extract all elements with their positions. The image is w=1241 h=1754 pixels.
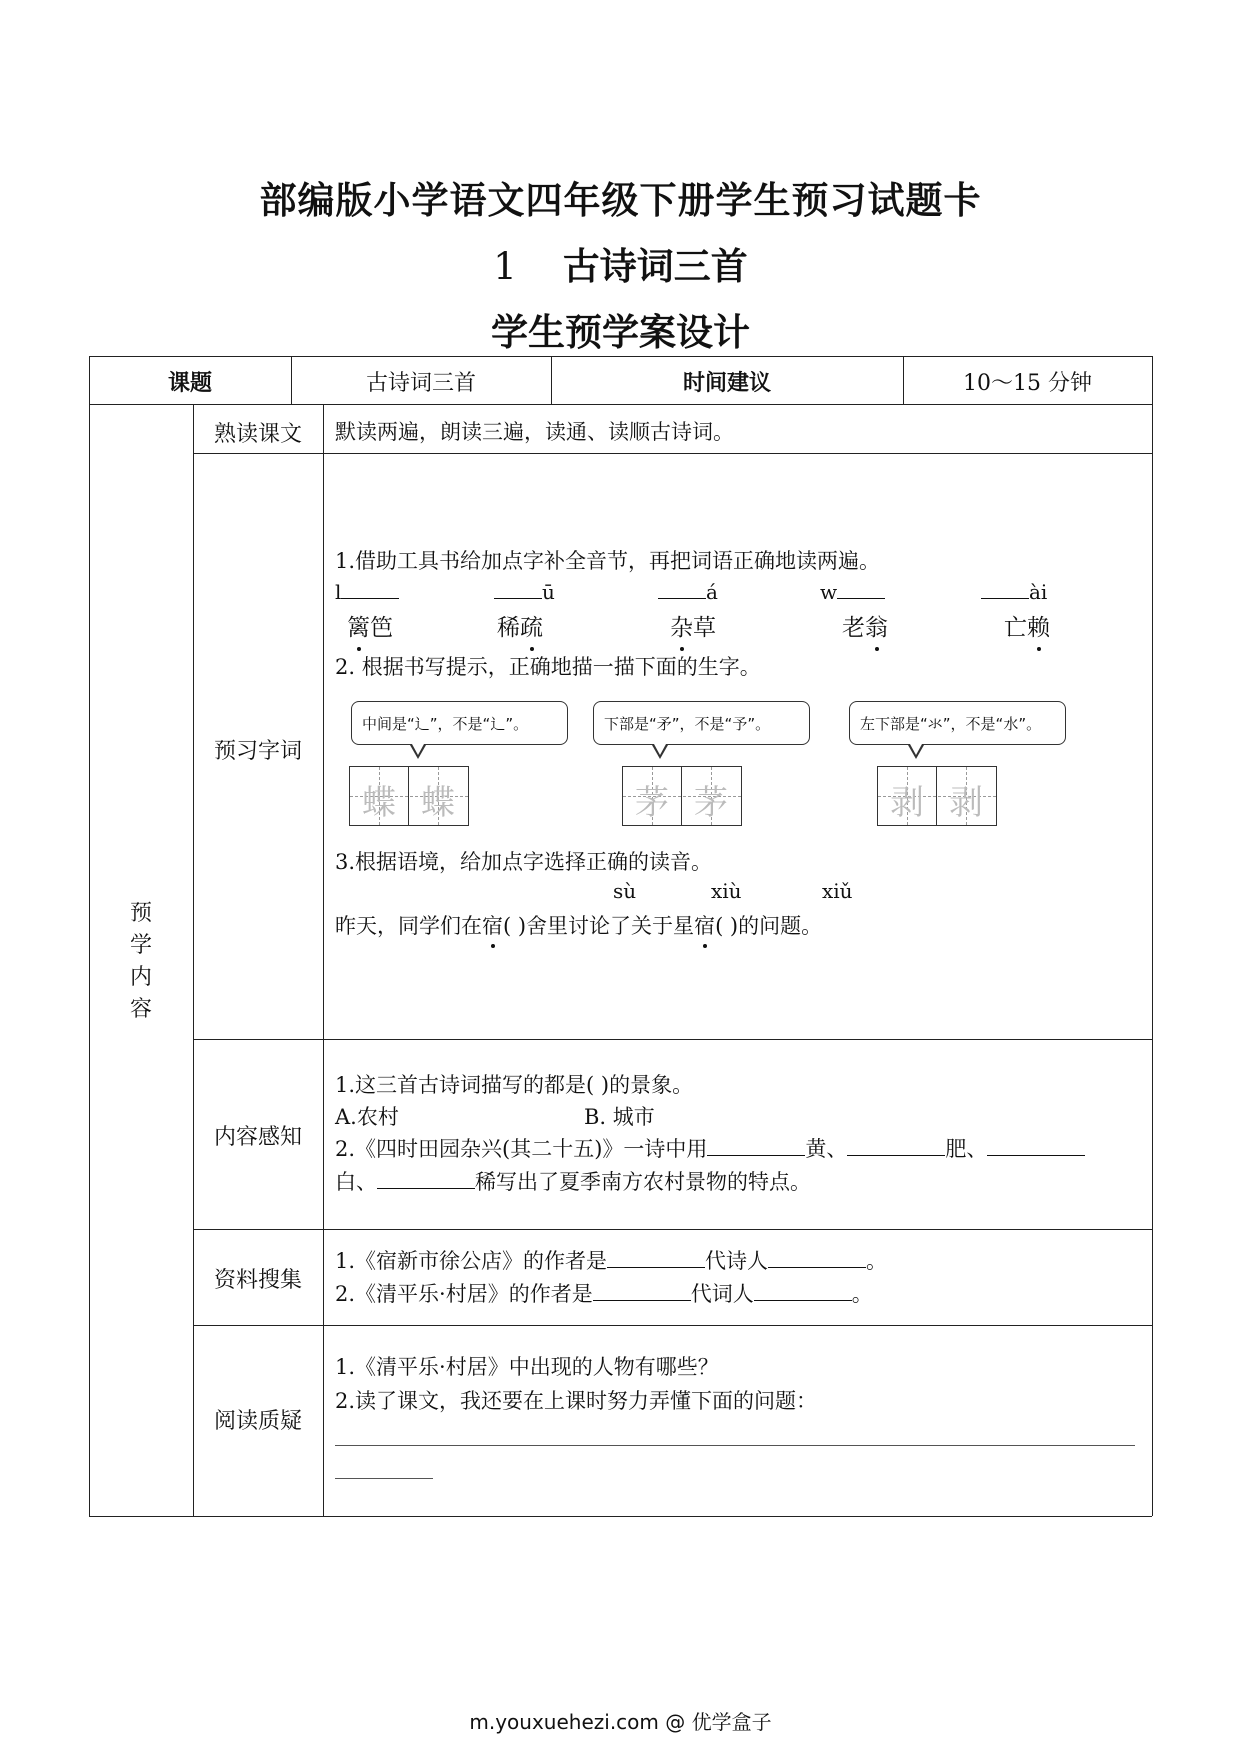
preview-q3: 3.根据语境，给加点字选择正确的读音。 xyxy=(335,850,713,874)
tip-bubble: 下部是“矛”，不是“予”。 xyxy=(593,701,810,745)
word-char: 亡 xyxy=(1004,615,1027,641)
side-label xyxy=(121,898,161,1026)
category-question: 阅读质疑 xyxy=(213,1409,302,1434)
category-preview: 预习字词 xyxy=(213,739,302,764)
preview-q1: 1.借助工具书给加点字补全音节，再把词语正确地读两遍。 xyxy=(335,549,881,573)
tracing-grid[interactable] xyxy=(349,766,469,826)
q-text: 代诗人 xyxy=(705,1249,769,1273)
answer-line[interactable] xyxy=(335,1445,1135,1446)
reading-option[interactable]: xiù xyxy=(711,879,742,903)
pinyin-hint xyxy=(981,580,1047,604)
q-text: 黄、 xyxy=(805,1137,848,1161)
table-line xyxy=(193,404,194,1516)
vocab-word xyxy=(1004,609,1050,642)
answer-blank[interactable] xyxy=(847,1137,945,1156)
dotted-char: 翁 xyxy=(865,615,888,641)
pinyin-hint xyxy=(494,580,555,604)
dotted-char: 宿 xyxy=(482,914,503,938)
trace-char: 茅 xyxy=(635,783,669,823)
preview-q3-sentence xyxy=(335,910,822,940)
dotted-char: 宿 xyxy=(694,914,716,938)
word-char: 稀 xyxy=(497,615,520,641)
tracing-grid[interactable] xyxy=(622,766,742,826)
word-char: 老 xyxy=(842,615,865,641)
pinyin-text: ài xyxy=(1029,580,1048,604)
bubble-tail xyxy=(652,745,668,759)
perceive-q1: 1.这三首古诗词描写的都是( )的景象。 xyxy=(335,1073,694,1097)
page-title: 部编版小学语文四年级下册学生预习试题卡 xyxy=(259,179,982,222)
q-text: 肥、 xyxy=(945,1137,988,1161)
answer-blank[interactable] xyxy=(754,1282,852,1301)
table-line xyxy=(89,404,1152,405)
lesson-number: 1 xyxy=(493,245,517,288)
table-line xyxy=(89,356,90,1516)
answer-blank[interactable] xyxy=(987,1137,1085,1156)
footer-watermark: m.youxuehezi.com @ 优学盒子 xyxy=(469,1710,772,1734)
table-line xyxy=(193,1229,1152,1230)
vocab-word xyxy=(842,609,888,642)
perceive-q2-line2 xyxy=(335,1166,811,1196)
answer-blank[interactable] xyxy=(607,1249,705,1268)
sentence-text: 昨天，同学们在 xyxy=(335,914,482,938)
time-label: 时间建议 xyxy=(682,371,771,396)
table-line xyxy=(1152,356,1153,1516)
research-line2 xyxy=(335,1278,873,1308)
table-line xyxy=(193,1039,1152,1040)
tip-bubble: 中间是“辶”，不是“辶”。 xyxy=(351,701,568,745)
q-text: 2.《清平乐·村居》的作者是 xyxy=(335,1282,593,1306)
question-q1: 1.《清平乐·村居》中出现的人物有哪些？ xyxy=(335,1355,719,1379)
reading-option[interactable]: sù xyxy=(613,879,637,903)
page-subtitle: 学生预学案设计 xyxy=(491,311,750,354)
pinyin-text: w xyxy=(820,580,838,604)
answer-blank[interactable] xyxy=(593,1282,691,1301)
side-char: 容 xyxy=(129,997,152,1022)
pinyin-text: ū xyxy=(542,580,555,604)
research-line1 xyxy=(335,1245,887,1275)
q-text: 。 xyxy=(851,1282,873,1306)
q-text: 白、 xyxy=(335,1170,377,1194)
dotted-char: 赖 xyxy=(1027,615,1050,641)
table-line xyxy=(89,1516,1152,1517)
category-research: 资料搜集 xyxy=(213,1268,302,1293)
table-line xyxy=(193,453,1152,454)
pinyin-hint xyxy=(820,580,885,604)
vocab-word xyxy=(497,609,543,642)
sentence-text: ( )的问题。 xyxy=(715,914,823,938)
answer-blank[interactable] xyxy=(707,1137,805,1156)
answer-blank[interactable] xyxy=(768,1249,866,1268)
q-text: 2.《四时田园杂兴(其二十五)》一诗中用 xyxy=(335,1137,708,1161)
sentence-text: ( )舍里讨论了关于星 xyxy=(503,914,695,938)
dotted-char: 杂 xyxy=(670,615,693,641)
trace-char: 剥 xyxy=(890,783,924,823)
answer-blank[interactable] xyxy=(658,580,706,599)
q-text: 。 xyxy=(866,1249,888,1273)
answer-line[interactable] xyxy=(335,1478,433,1479)
side-char: 学 xyxy=(129,933,152,958)
topic-label: 课题 xyxy=(167,371,212,396)
pinyin-hint xyxy=(658,580,718,604)
q-text: 代词人 xyxy=(690,1282,754,1306)
dotted-char: 疏 xyxy=(520,615,543,641)
word-char: 草 xyxy=(693,615,716,641)
bubble-tail xyxy=(410,745,426,759)
table-line xyxy=(89,356,1152,357)
answer-blank[interactable] xyxy=(494,580,542,599)
trace-char: 蝶 xyxy=(362,783,396,823)
answer-blank[interactable] xyxy=(341,580,399,599)
q-text: 1.《宿新市徐公店》的作者是 xyxy=(335,1249,608,1273)
answer-blank[interactable] xyxy=(837,580,885,599)
dotted-char: 篱 xyxy=(347,615,370,641)
option-b[interactable]: B. 城市 xyxy=(584,1105,655,1129)
vocab-word xyxy=(670,609,716,642)
trace-char: 剥 xyxy=(949,783,983,823)
answer-blank[interactable] xyxy=(981,580,1029,599)
trace-char: 茅 xyxy=(694,783,728,823)
question-q2: 2.读了课文，我还要在上课时努力弄懂下面的问题： xyxy=(335,1389,818,1413)
table-line xyxy=(193,1325,1152,1326)
preview-q2: 2. 根据书写提示，正确地描一描下面的生字。 xyxy=(335,655,761,679)
side-char: 预 xyxy=(129,901,152,926)
answer-blank[interactable] xyxy=(377,1170,475,1189)
tip-bubble: 左下部是“氺”，不是“水”。 xyxy=(849,701,1066,745)
reading-option[interactable]: xiǔ xyxy=(822,879,853,903)
q-text: 稀写出了夏季南方农村景物的特点。 xyxy=(475,1170,811,1194)
bubble-tail xyxy=(908,745,924,759)
word-char: 笆 xyxy=(370,615,393,641)
category-read: 熟读课文 xyxy=(213,422,302,447)
side-char: 内 xyxy=(129,965,152,990)
time-value: 10～15 分钟 xyxy=(963,371,1092,396)
perceive-q2-line1 xyxy=(335,1133,1085,1163)
read-instruction: 默读两遍，朗读三遍，读通、读顺古诗词。 xyxy=(335,420,734,444)
option-a[interactable]: A.农村 xyxy=(335,1105,399,1129)
pinyin-text: l xyxy=(335,580,342,604)
topic-value: 古诗词三首 xyxy=(365,371,476,396)
category-perceive: 内容感知 xyxy=(213,1125,302,1150)
tracing-grid[interactable] xyxy=(877,766,997,826)
pinyin-text: á xyxy=(706,580,718,604)
lesson-title xyxy=(0,236,1241,290)
lesson-name: 古诗词三首 xyxy=(562,245,748,288)
vocab-word xyxy=(347,609,393,642)
table-line xyxy=(323,404,324,1516)
pinyin-hint xyxy=(335,580,399,604)
trace-char: 蝶 xyxy=(421,783,455,823)
